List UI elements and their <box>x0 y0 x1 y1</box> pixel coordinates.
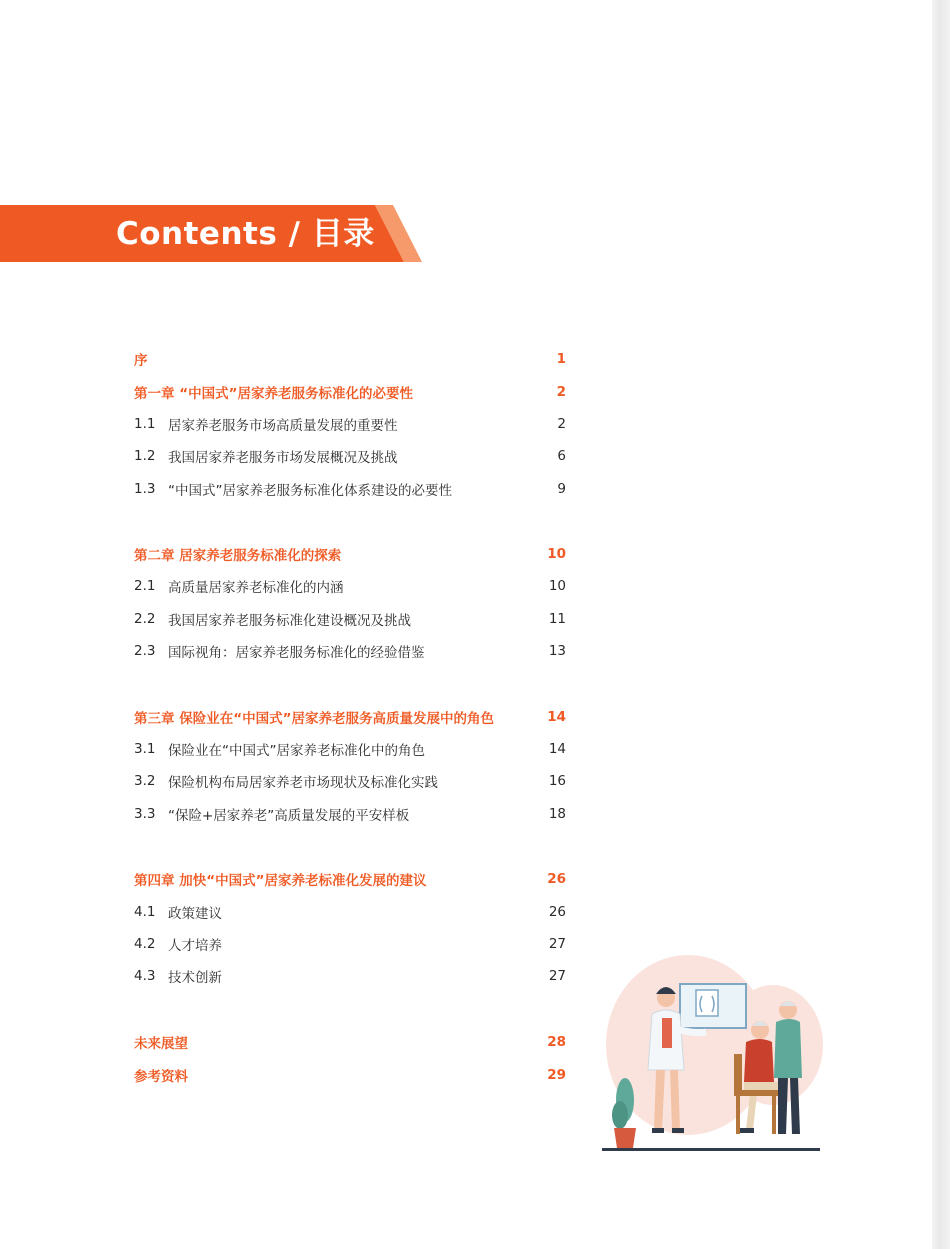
toc-entry-title: 序 <box>134 353 148 369</box>
toc-entry-number: 3.1 <box>134 741 156 757</box>
toc-section-entry[interactable] <box>134 736 566 762</box>
toc-entry-title: 政策建议 <box>168 906 222 922</box>
toc-entry-label <box>134 1032 188 1052</box>
toc-entry-title: 第二章 居家养老服务标准化的探索 <box>134 548 342 564</box>
toc-entry-page: 2 <box>556 384 566 400</box>
toc-entry-title: 保险业在“中国式”居家养老标准化中的角色 <box>168 743 425 759</box>
toc-entry-title: 国际视角：居家养老服务标准化的经验借鉴 <box>168 645 425 661</box>
toc-chapter-entry[interactable] <box>134 541 566 567</box>
toc-entry-label <box>134 966 222 986</box>
toc-entry-number: 1.2 <box>134 448 156 464</box>
toc-entry-title: “中国式”居家养老服务标准化体系建设的必要性 <box>168 483 452 499</box>
toc-entry-title: 我国居家养老服务标准化建设概况及挑战 <box>168 613 411 629</box>
toc-entry-page: 14 <box>548 741 566 757</box>
toc-entry-title: 居家养老服务市场高质量发展的重要性 <box>168 418 398 434</box>
toc-entry-number: 4.3 <box>134 968 156 984</box>
toc-entry-label <box>134 349 148 369</box>
toc-entry-page: 27 <box>548 936 566 952</box>
toc-entry-page: 16 <box>548 773 566 789</box>
toc-entry-page: 10 <box>548 578 566 594</box>
toc-entry-label <box>134 479 452 499</box>
toc-entry-label <box>134 804 409 824</box>
toc-entry-label <box>134 771 438 791</box>
toc-entry-title: 人才培养 <box>168 938 222 954</box>
page-title: Contents / 目录 <box>116 216 375 252</box>
toc-entry-label <box>134 544 341 564</box>
toc-section-entry[interactable] <box>134 801 566 827</box>
toc-chapter-entry[interactable] <box>134 1029 566 1055</box>
toc-entry-label <box>134 446 398 466</box>
toc-entry-number: 1.3 <box>134 481 156 497</box>
toc-section-entry[interactable] <box>134 573 566 599</box>
toc-entry-label <box>134 902 222 922</box>
toc-section-entry[interactable] <box>134 443 566 469</box>
contents-banner <box>0 205 422 262</box>
toc-entry-title: “保险+居家养老”高质量发展的平安样板 <box>168 808 410 824</box>
toc-entry-page: 27 <box>548 968 566 984</box>
toc-entry-title: 我国居家养老服务市场发展概况及挑战 <box>168 450 398 466</box>
toc-entry-title: 高质量居家养老标准化的内涵 <box>168 580 344 596</box>
toc-entry-page: 14 <box>547 709 566 725</box>
toc-entry-label <box>134 576 344 596</box>
toc-entry-label <box>134 707 494 727</box>
toc-entry-label <box>134 934 222 954</box>
toc-entry-number: 3.2 <box>134 773 156 789</box>
toc-entry-label <box>134 739 425 759</box>
toc-entry-label <box>134 382 413 402</box>
toc-entry-page: 26 <box>548 904 566 920</box>
toc-entry-number: 2.3 <box>134 643 156 659</box>
toc-section-entry[interactable] <box>134 768 566 794</box>
toc-entry-title: 保险机构布局居家养老市场现状及标准化实践 <box>168 775 438 791</box>
toc-chapter-entry[interactable] <box>134 346 566 372</box>
toc-entry-page: 2 <box>557 416 566 432</box>
toc-entry-page: 28 <box>547 1034 566 1050</box>
toc-section-entry[interactable] <box>134 899 566 925</box>
toc-entry-label <box>134 1065 188 1085</box>
toc-entry-page: 10 <box>547 546 566 562</box>
toc-entry-title: 第一章 “中国式”居家养老服务标准化的必要性 <box>134 386 413 402</box>
toc-entry-title: 参考资料 <box>134 1069 188 1085</box>
toc-entry-title: 第四章 加快“中国式”居家养老标准化发展的建议 <box>134 873 427 889</box>
toc-entry-label <box>134 869 426 889</box>
toc-chapter-entry[interactable] <box>134 866 566 892</box>
toc-entry-number: 2.2 <box>134 611 156 627</box>
toc-entry-page: 11 <box>548 611 566 627</box>
doctor-with-elderly-couple-illustration <box>598 950 828 1160</box>
toc-entry-number: 4.2 <box>134 936 156 952</box>
toc-entry-page: 6 <box>557 448 566 464</box>
toc-entry-number: 2.1 <box>134 578 156 594</box>
toc-section-entry[interactable] <box>134 963 566 989</box>
toc-entry-label <box>134 641 425 661</box>
toc-entry-page: 26 <box>547 871 566 887</box>
toc-entry-number: 3.3 <box>134 806 156 822</box>
toc-entry-page: 9 <box>557 481 566 497</box>
toc-section-entry[interactable] <box>134 606 566 632</box>
toc-entry-number: 1.1 <box>134 416 156 432</box>
toc-chapter-entry[interactable] <box>134 379 566 405</box>
toc-entry-title: 第三章 保险业在“中国式”居家养老服务高质量发展中的角色 <box>134 711 494 727</box>
toc-section-entry[interactable] <box>134 411 566 437</box>
page-edge <box>932 0 950 1249</box>
toc-entry-page: 18 <box>548 806 566 822</box>
toc-entry-number: 4.1 <box>134 904 156 920</box>
toc-section-entry[interactable] <box>134 476 566 502</box>
toc-entry-title: 未来展望 <box>134 1036 188 1052</box>
toc-section-entry[interactable] <box>134 931 566 957</box>
toc-entry-label <box>134 414 398 434</box>
toc-entry-page: 1 <box>556 351 566 367</box>
toc-section-entry[interactable] <box>134 638 566 664</box>
toc-chapter-entry[interactable] <box>134 704 566 730</box>
toc-entry-page: 29 <box>547 1067 566 1083</box>
toc-entry-title: 技术创新 <box>168 970 222 986</box>
toc-entry-label <box>134 609 411 629</box>
toc-chapter-entry[interactable] <box>134 1062 566 1088</box>
toc-entry-page: 13 <box>548 643 566 659</box>
